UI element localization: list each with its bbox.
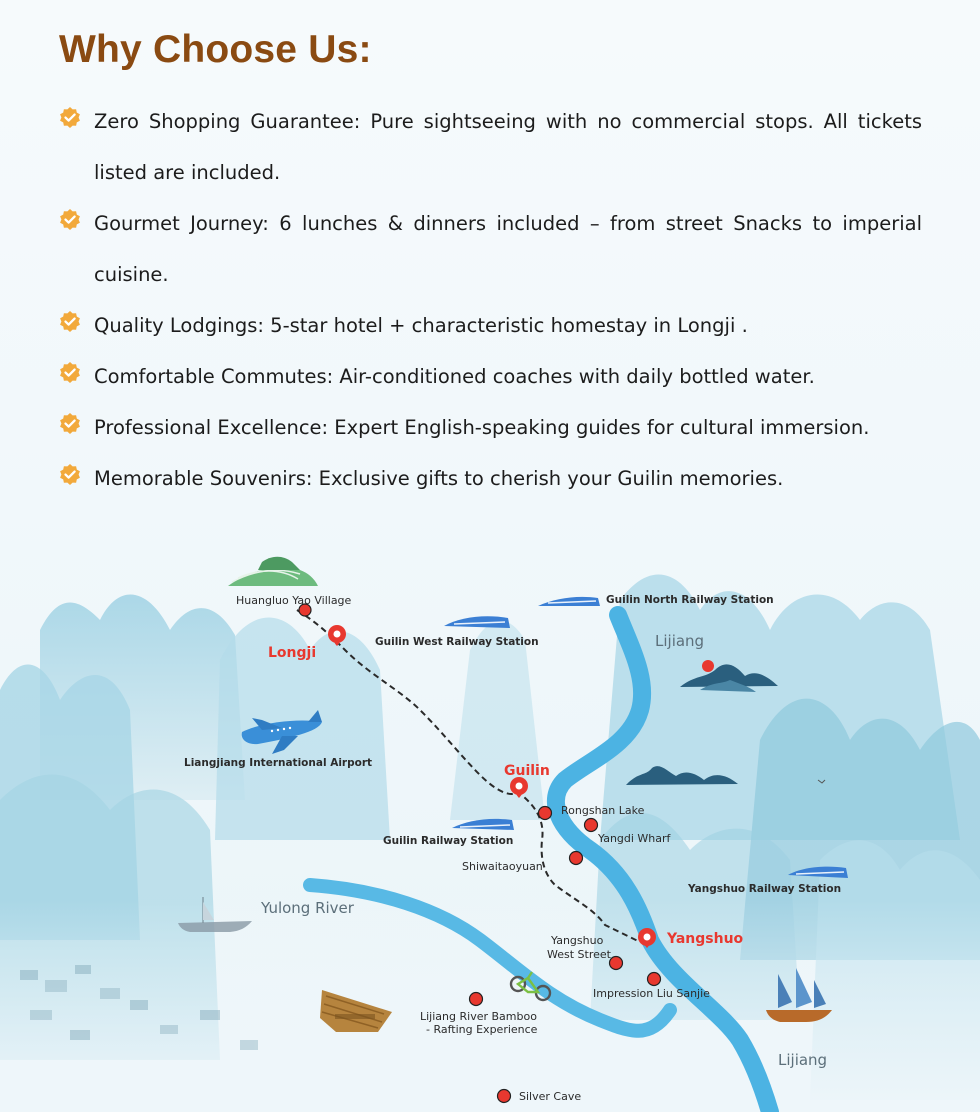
attraction-dot [610,957,623,970]
rice-terrace-icon [228,557,318,586]
place-label-west-street-line1: Yangshuo [551,934,604,947]
city-label-guilin: Guilin [504,763,550,779]
place-label-huangluo: Huangluo Yao Village [236,594,352,607]
feature-text: Quality Lodgings: 5-star hotel + characteristic homestay in Longji . [94,314,748,337]
attraction-dot [585,819,598,832]
place-label-yangdi: Yangdi Wharf [598,832,671,845]
attraction-dot [498,1090,511,1103]
attraction-dot [470,993,483,1006]
river-label-lijiang-top: Lijiang [655,632,705,650]
station-label-guilin-west: Guilin West Railway Station [375,636,539,648]
place-label-shiwaitaoyuan: Shiwaitaoyuan [462,860,543,873]
river-label-lijiang-bottom: Lijiang [778,1051,828,1069]
high-speed-train-icon [452,819,514,830]
feature-text: Professional Excellence: Expert English-speaking guides for cultural immersion. [94,416,870,439]
tour-route-map [0,540,980,1112]
place-label-bamboo-line1: Lijiang River Bamboo [420,1010,537,1023]
feature-item [58,453,922,504]
feature-text: Zero Shopping Guarantee: Pure sightseeing with no commercial stops. All tickets listed are included. [94,110,922,184]
place-label-rongshan: Rongshan Lake [561,804,645,817]
feature-item [58,198,922,300]
feature-list [58,96,922,504]
station-label-guilin-railway: Guilin Railway Station [383,835,514,847]
orange-check-badge-icon [58,310,82,334]
orange-check-badge-icon [58,361,82,385]
city-label-yangshuo: Yangshuo [667,931,744,947]
place-label-silver-cave: Silver Cave [519,1090,582,1103]
orange-check-badge-icon [58,412,82,436]
feature-item [58,351,922,402]
airport-label: Liangjiang International Airport [184,757,373,769]
orange-check-badge-icon [58,208,82,232]
high-speed-train-icon [538,597,600,606]
feature-text: Gourmet Journey: 6 lunches & dinners included – from street Snacks to imperial cuisine. [94,212,922,286]
place-label-bamboo-line2: - Rafting Experience [426,1023,538,1036]
feature-text: Memorable Souvenirs: Exclusive gifts to cherish your Guilin memories. [94,467,784,490]
attraction-dot [570,852,583,865]
station-label-guilin-north: Guilin North Railway Station [606,594,774,606]
orange-check-badge-icon [58,106,82,130]
page-title: Why Choose Us: [59,28,372,71]
feature-item [58,300,922,351]
place-label-impression: Impression Liu Sanjie [593,987,710,1000]
feature-text: Comfortable Commutes: Air-conditioned coaches with daily bottled water. [94,365,815,388]
high-speed-train-icon [444,616,510,628]
feature-item [58,96,922,198]
station-label-yangshuo-railway: Yangshuo Railway Station [688,883,842,895]
attraction-dot [648,973,661,986]
place-label-west-street-line2: West Street [547,948,611,961]
feature-item [58,402,922,453]
city-label-longji: Longji [268,645,317,661]
orange-check-badge-icon [58,463,82,487]
river-label-yulong: Yulong River [261,899,354,917]
attraction-dot [539,807,552,820]
